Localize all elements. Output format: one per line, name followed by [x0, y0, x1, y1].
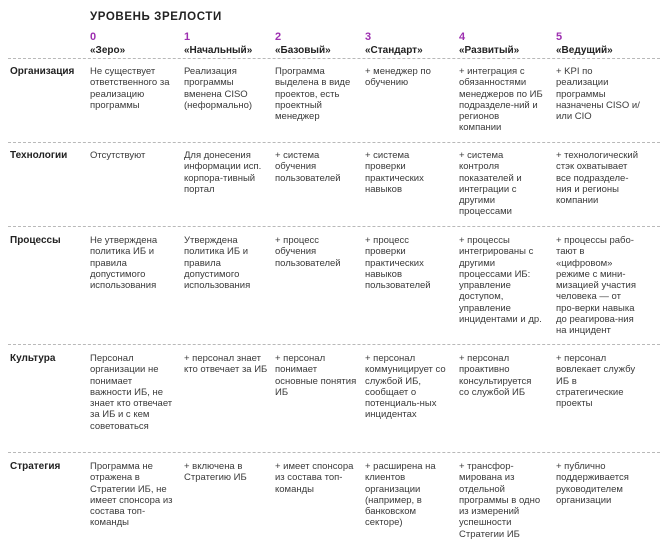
cell-culture-5: + персонал вовлекает службу ИБ в стратегические проекты	[556, 353, 636, 410]
cell-processes-5: + процессы рабо-тают в «цифровом» режиме с мини-мизацией участия человека — от про-верки навыка до реагирова-ния на инцидент	[556, 235, 636, 337]
cell-culture-3: + персонал коммуницирует со службой ИБ, сообщает о потенциаль-ных инцидентах	[365, 353, 446, 421]
level-number: 1	[184, 31, 191, 43]
cell-processes-4: + процессы интегрированы с другими процессами ИБ: управление доступом, управление инцидентами и др.	[459, 235, 542, 326]
level-header-5	[556, 31, 648, 58]
level-number: 2	[275, 31, 282, 43]
cell-technologies-0: Отсутствуют	[90, 150, 146, 161]
cell-organization-5: + KPI по реализации программы назначены CISO и/или CIO	[556, 66, 640, 123]
level-number: 3	[365, 31, 372, 43]
header-divider	[8, 58, 660, 59]
cell-culture-2: + персонал понимает основные понятия ИБ	[275, 353, 357, 398]
level-header-1	[184, 31, 276, 58]
cell-culture-0: Персонал организации не понимает важности ИБ, не знает кто отвечает за ИБ и с кем советоваться	[90, 353, 173, 432]
level-header-0	[90, 31, 182, 58]
row-label-strategy: Стратегия	[10, 461, 61, 472]
cell-organization-2: Программа выделена в виде проектов, есть проектный менеджер	[275, 66, 351, 123]
row-divider	[8, 142, 660, 143]
cell-technologies-2: + система обучения пользователей	[275, 150, 341, 184]
cell-strategy-0: Программа не отражена в Стратегии ИБ, не имеет спонсора из состава топ-команды	[90, 461, 173, 529]
row-label-processes: Процессы	[10, 235, 61, 246]
cell-processes-3: + процесс проверки практических навыков пользователей	[365, 235, 431, 292]
cell-organization-3: + менеджер по обучению	[365, 66, 431, 89]
level-number: 5	[556, 31, 563, 43]
level-header-4	[459, 31, 551, 58]
cell-processes-1: Утверждена политика ИБ и правила допустимого использования	[184, 235, 251, 292]
cell-technologies-4: + система контроля показателей и интеграции с другими процессами	[459, 150, 522, 218]
cell-strategy-4: + трансфор-мирована из отдельной программы в одно из измерений успешности Стратегии ИБ	[459, 461, 541, 540]
row-divider	[8, 226, 660, 227]
cell-organization-1: Реализация программы вменена CISO (неформально)	[184, 66, 253, 111]
level-name: «Ведущий»	[556, 45, 613, 56]
level-name: «Развитый»	[459, 45, 520, 56]
row-divider	[8, 344, 660, 345]
page-title: УРОВЕНЬ ЗРЕЛОСТИ	[90, 11, 222, 23]
cell-processes-2: + процесс обучения пользователей	[275, 235, 341, 269]
row-divider	[8, 452, 660, 453]
level-number: 4	[459, 31, 466, 43]
cell-strategy-3: + расширена на клиентов организации (например, в банковском секторе)	[365, 461, 436, 529]
cell-processes-0: Не утверждена политика ИБ и правила допустимого использования	[90, 235, 158, 292]
cell-strategy-1: + включена в Стратегию ИБ	[184, 461, 247, 484]
cell-organization-0: Не существует ответственного за реализацию программы	[90, 66, 170, 111]
level-header-2	[275, 31, 367, 58]
row-label-technologies: Технологии	[10, 150, 68, 161]
row-label-culture: Культура	[10, 353, 56, 364]
cell-organization-4: + интеграция с обязанностями менеджеров по ИБ подразделе-ний и регионов компании	[459, 66, 543, 134]
level-header-3	[365, 31, 457, 58]
cell-culture-1: + персонал знает кто отвечает за ИБ	[184, 353, 268, 376]
cell-strategy-2: + имеет спонсора из состава топ-команды	[275, 461, 354, 495]
level-name: «Начальный»	[184, 45, 253, 56]
level-number: 0	[90, 31, 97, 43]
level-name: «Стандарт»	[365, 45, 423, 56]
level-name: «Базовый»	[275, 45, 331, 56]
row-label-organization: Организация	[10, 66, 75, 77]
cell-technologies-3: + система проверки практических навыков	[365, 150, 424, 195]
level-name: «Зеро»	[90, 45, 126, 56]
cell-culture-4: + персонал проактивно консультируется со службой ИБ	[459, 353, 532, 398]
cell-technologies-1: Для донесения информации исп. корпора-тивный портал	[184, 150, 262, 195]
cell-strategy-5: + публично поддерживается руководителем организации	[556, 461, 629, 506]
cell-technologies-5: + технологический стэк охватывает все подразделе-ния и регионы компании	[556, 150, 639, 207]
